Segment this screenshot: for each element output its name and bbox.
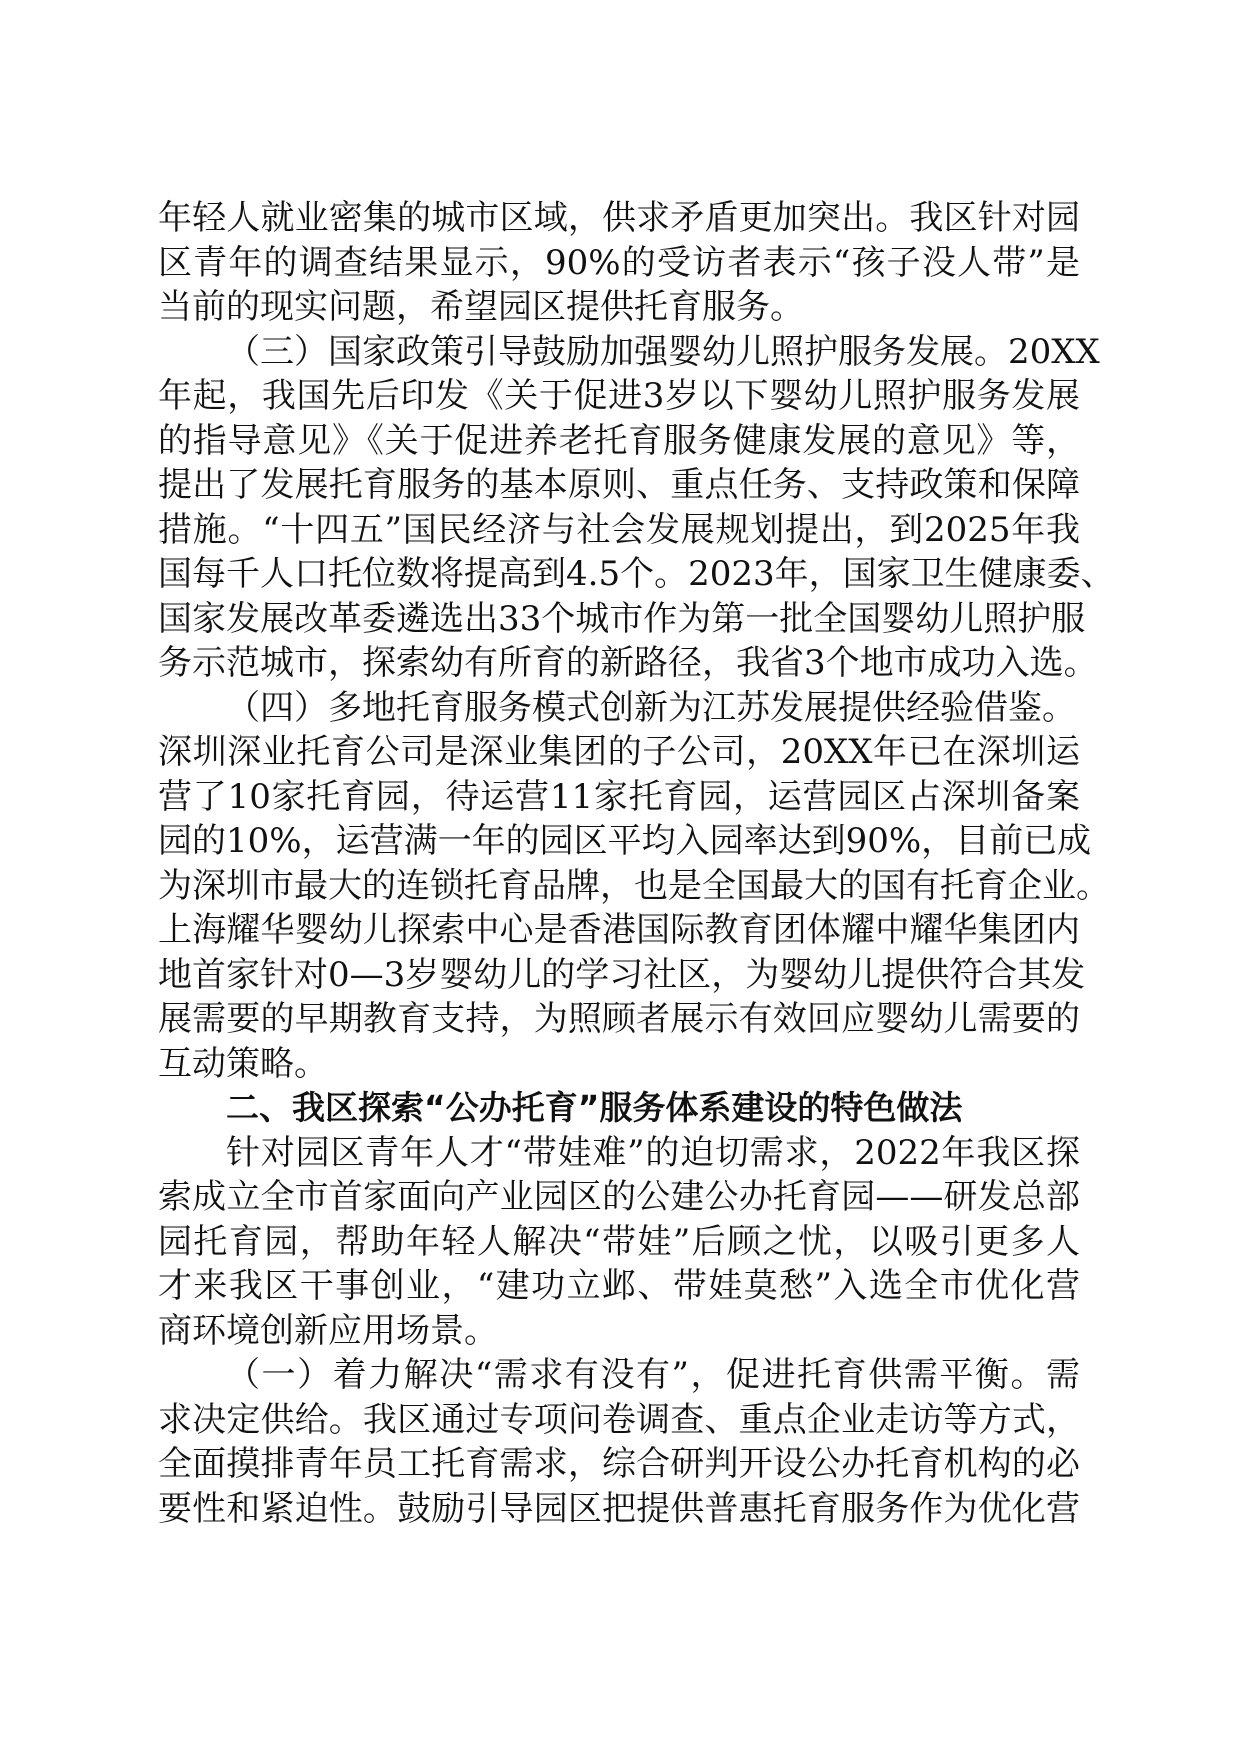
text-line: 商环境创新应用场景。 bbox=[158, 1310, 498, 1351]
paragraph-section-3 bbox=[158, 330, 1115, 686]
heading-text: 二、我区探索“公办托育”服务体系建设的特色做法 bbox=[226, 1088, 963, 1127]
text-line: 要性和紧迫性。鼓励引导园区把提供普惠托育服务作为优化营 bbox=[158, 1488, 1080, 1529]
text-line: 的指导意见》《关于促进养老托育服务健康发展的意见》等， bbox=[158, 420, 1080, 461]
text-line: 才来我区干事创业，“建功立邺、带娃莫愁”入选全市优化营 bbox=[158, 1266, 1080, 1306]
paragraph-intro bbox=[158, 1131, 1080, 1354]
text-line: 当前的现实问题，希望园区提供托育服务。 bbox=[158, 287, 804, 327]
section-heading-2 bbox=[158, 1086, 1080, 1131]
text-line: 年轻人就业密集的城市区域，供求矛盾更加突出。我区针对园 bbox=[158, 198, 1080, 238]
text-line: （四）多地托育服务模式创新为江苏发展提供经验借鉴。 bbox=[226, 687, 1076, 728]
paragraph-subsection-1 bbox=[158, 1353, 1080, 1531]
text-line: 年起，我国先后印发《关于促进3岁以下婴幼儿照护服务发展 bbox=[158, 376, 1080, 416]
text-line: 求决定供给。我区通过专项问卷调查、重点企业走访等方式， bbox=[158, 1399, 1080, 1440]
text-line: 国每千人口托位数将提高到4.5个。2023年，国家卫生健康委、 bbox=[158, 554, 1115, 594]
paragraph-continuation bbox=[158, 196, 1080, 330]
document-page bbox=[158, 196, 1115, 1531]
text-line: 针对园区青年人才“带娃难”的迫切需求，2022年我区探 bbox=[226, 1132, 1080, 1173]
text-line: （三）国家政策引导鼓励加强婴幼儿照护服务发展。20XX bbox=[226, 331, 1100, 372]
text-line: 深圳深业托育公司是深业集团的子公司，20XX年已在深圳运 bbox=[158, 732, 1080, 772]
text-line: 上海耀华婴幼儿探索中心是香港国际教育团体耀中耀华集团内 bbox=[158, 910, 1080, 950]
text-line: 全面摸排青年员工托育需求，综合研判开设公办托育机构的必 bbox=[158, 1444, 1080, 1484]
text-line: 营了10家托育园，待运营11家托育园，运营园区占深圳备案 bbox=[158, 776, 1080, 817]
text-line: 地首家针对0—3岁婴幼儿的学习社区，为婴幼儿提供符合其发 bbox=[158, 954, 1086, 995]
text-line: 务示范城市，探索幼有所育的新路径，我省3个地市成功入选。 bbox=[158, 643, 1098, 683]
text-line: 为深圳市最大的连锁托育品牌，也是全国最大的国有托育企业。 bbox=[158, 865, 1110, 906]
text-line: 提出了发展托育服务的基本原则、重点任务、支持政策和保障 bbox=[158, 465, 1080, 505]
text-line: 国家发展改革委遴选出33个城市作为第一批全国婴幼儿照护服 bbox=[158, 598, 1086, 639]
paragraph-section-4 bbox=[158, 686, 1110, 1087]
text-line: 互动策略。 bbox=[158, 1043, 328, 1084]
text-line: 园托育园，帮助年轻人解决“带娃”后顾之忧，以吸引更多人 bbox=[158, 1221, 1080, 1262]
text-line: 展需要的早期教育支持，为照顾者展示有效回应婴幼儿需要的 bbox=[158, 999, 1080, 1039]
text-line: 园的10%，运营满一年的园区平均入园率达到90%，目前已成 bbox=[158, 821, 1092, 861]
text-line: 索成立全市首家面向产业园区的公建公办托育园——研发总部 bbox=[158, 1177, 1080, 1217]
text-line: 措施。“十四五”国民经济与社会发展规划提出，到2025年我 bbox=[158, 509, 1080, 550]
text-line: （一）着力解决“需求有没有”，促进托育供需平衡。需 bbox=[226, 1355, 1080, 1395]
text-line: 区青年的调查结果显示，90%的受访者表示“孩子没人带”是 bbox=[158, 242, 1080, 283]
